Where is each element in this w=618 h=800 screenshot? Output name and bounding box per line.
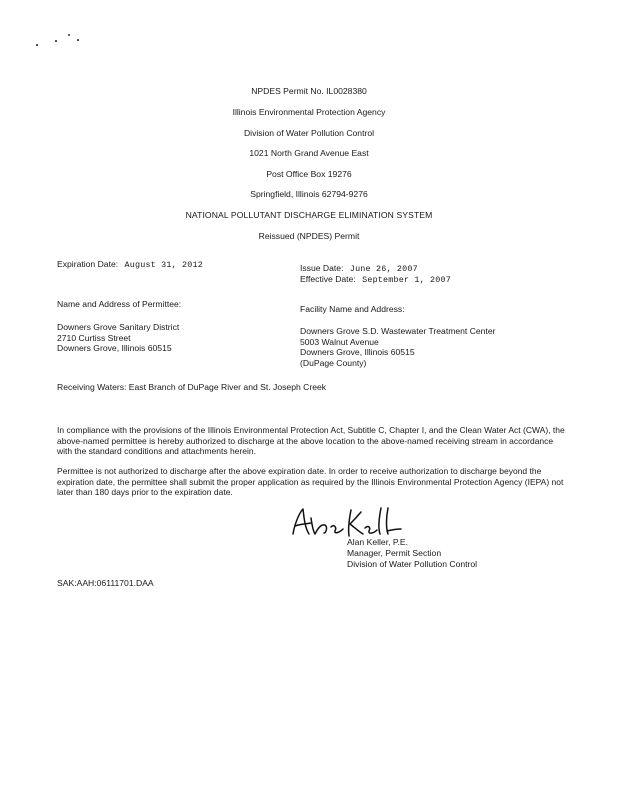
facility-line: Downers Grove, Illinois 60515 [300,347,415,357]
scan-speck [36,44,38,46]
permittee-address [57,322,179,354]
agency-name: Illinois Environmental Protection Agency [232,107,386,117]
agency-city: Springfield, Illinois 62794-9276 [250,189,368,199]
signatory-title: Manager, Permit Section [347,548,442,558]
effective-value: September 1, 2007 [362,275,451,285]
scan-speck [77,39,79,41]
expiration-paragraph: Permittee is not authorized to discharge after the above expiration date. In order to receive authorization to discharge beyond the expiration date, the permittee shall submit the proper application as required by the Illinois Environmental Protection Agency (IEPA) not later than 180 days prior to the expiration date. [57,466,564,498]
scan-speck [68,34,70,36]
facility-line: 5003 Walnut Avenue [300,336,379,347]
issue-label: Issue Date: [300,263,344,273]
facility-line: (DuPage County) [300,357,367,368]
facility-line: Downers Grove S.D. Wastewater Treatment Center [300,326,496,336]
facility-address [300,326,496,368]
agency-street: 1021 North Grand Avenue East [249,148,369,158]
scan-speck [55,40,57,42]
reference-code: SAK:AAH:06111701.DAA [57,578,154,588]
signatory-block [347,537,477,570]
facility-heading: Facility Name and Address: [300,304,405,314]
issue-date [300,263,418,275]
permittee-heading: Name and Address of Permittee: [57,299,182,309]
effective-label: Effective Date: [300,274,356,284]
receiving-waters: Receiving Waters: East Branch of DuPage River and St. Joseph Creek [57,382,327,392]
expiration-date [57,259,203,271]
permit-number: NPDES Permit No. IL0028380 [251,86,367,96]
signatory-division: Division of Water Pollution Control [347,559,478,569]
agency-po-box: Post Office Box 19276 [266,169,352,179]
expiration-label: Expiration Date: [57,259,119,269]
permittee-line: Downers Grove Sanitary District [57,322,180,332]
division-name: Division of Water Pollution Control [243,128,375,138]
permittee-line: Downers Grove, Illinois 60515 [57,343,172,353]
permit-type: Reissued (NPDES) Permit [258,231,360,241]
expiration-value: August 31, 2012 [124,260,203,270]
effective-date [300,274,451,286]
issue-value: June 26, 2007 [349,264,418,274]
compliance-paragraph: In compliance with the provisions of the Illinois Environmental Protection Act, Subtitle C, Chapter I, and the Clean Water Act (CWA), the above-named permittee is hereby authorized to discharge at the above location to the above-named receiving stream in accordance with the standard conditions and attachments herein. [57,425,565,457]
permittee-line: 2710 Curtiss Street [57,332,131,343]
signatory-name: Alan Keller, P.E. [347,537,408,547]
system-title: NATIONAL POLLUTANT DISCHARGE ELIMINATION SYSTEM [185,210,433,220]
